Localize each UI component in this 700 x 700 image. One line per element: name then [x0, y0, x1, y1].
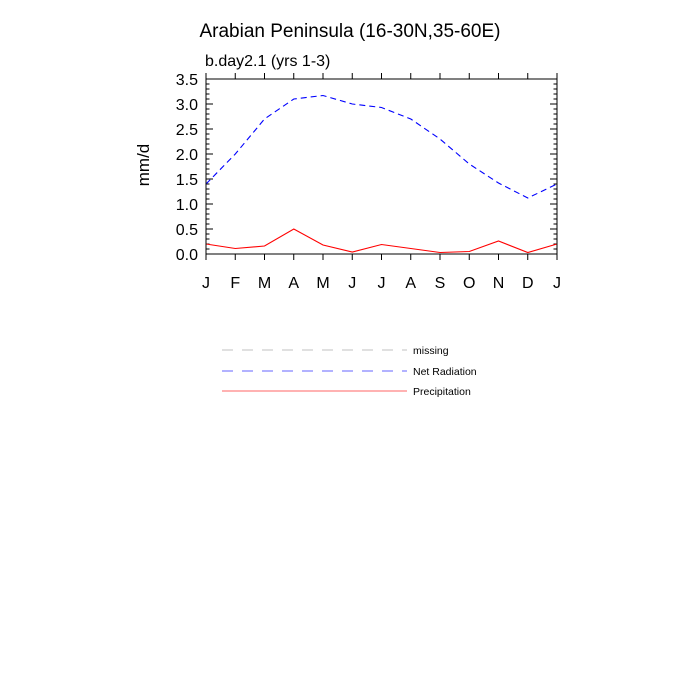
ticks-layer: [176, 72, 561, 292]
x-tick-label: J: [553, 275, 561, 292]
x-tick-label: M: [316, 275, 330, 292]
plot-frame: [206, 79, 557, 254]
x-tick-label: A: [288, 275, 300, 292]
x-tick-label: F: [230, 275, 241, 292]
x-tick-label: O: [463, 275, 476, 292]
x-tick-label: N: [492, 275, 505, 292]
x-tick-label: J: [377, 275, 386, 292]
y-axis-label: mm/d: [134, 143, 153, 187]
chart-title: Arabian Peninsula (16-30N,35-60E): [199, 21, 501, 42]
x-tick-label: S: [434, 275, 446, 292]
y-tick-label: 0.5: [175, 222, 198, 239]
x-tick-label: J: [202, 275, 210, 292]
chart-subtitle: b.day2.1 (yrs 1-3): [205, 53, 331, 70]
y-tick-label: 2.5: [175, 122, 198, 139]
y-tick-label: 1.5: [175, 172, 198, 189]
y-tick-label: 1.0: [175, 197, 198, 214]
legend: [222, 345, 477, 398]
x-tick-label: D: [521, 275, 534, 292]
y-tick-label: 3.5: [175, 72, 198, 89]
y-tick-label: 3.0: [175, 97, 198, 114]
y-tick-label: 2.0: [175, 147, 198, 164]
series-layer: [206, 96, 557, 253]
legend-label: missing: [413, 345, 449, 357]
x-tick-label: A: [405, 275, 417, 292]
x-tick-label: M: [257, 275, 272, 292]
legend-label: Precipitation: [413, 386, 471, 398]
legend-label: Net Radiation: [413, 366, 477, 378]
y-tick-label: 0.0: [175, 247, 198, 264]
x-tick-label: J: [348, 275, 357, 292]
series-line-precipitation: [206, 229, 557, 253]
series-line-net-radiation: [206, 96, 557, 199]
